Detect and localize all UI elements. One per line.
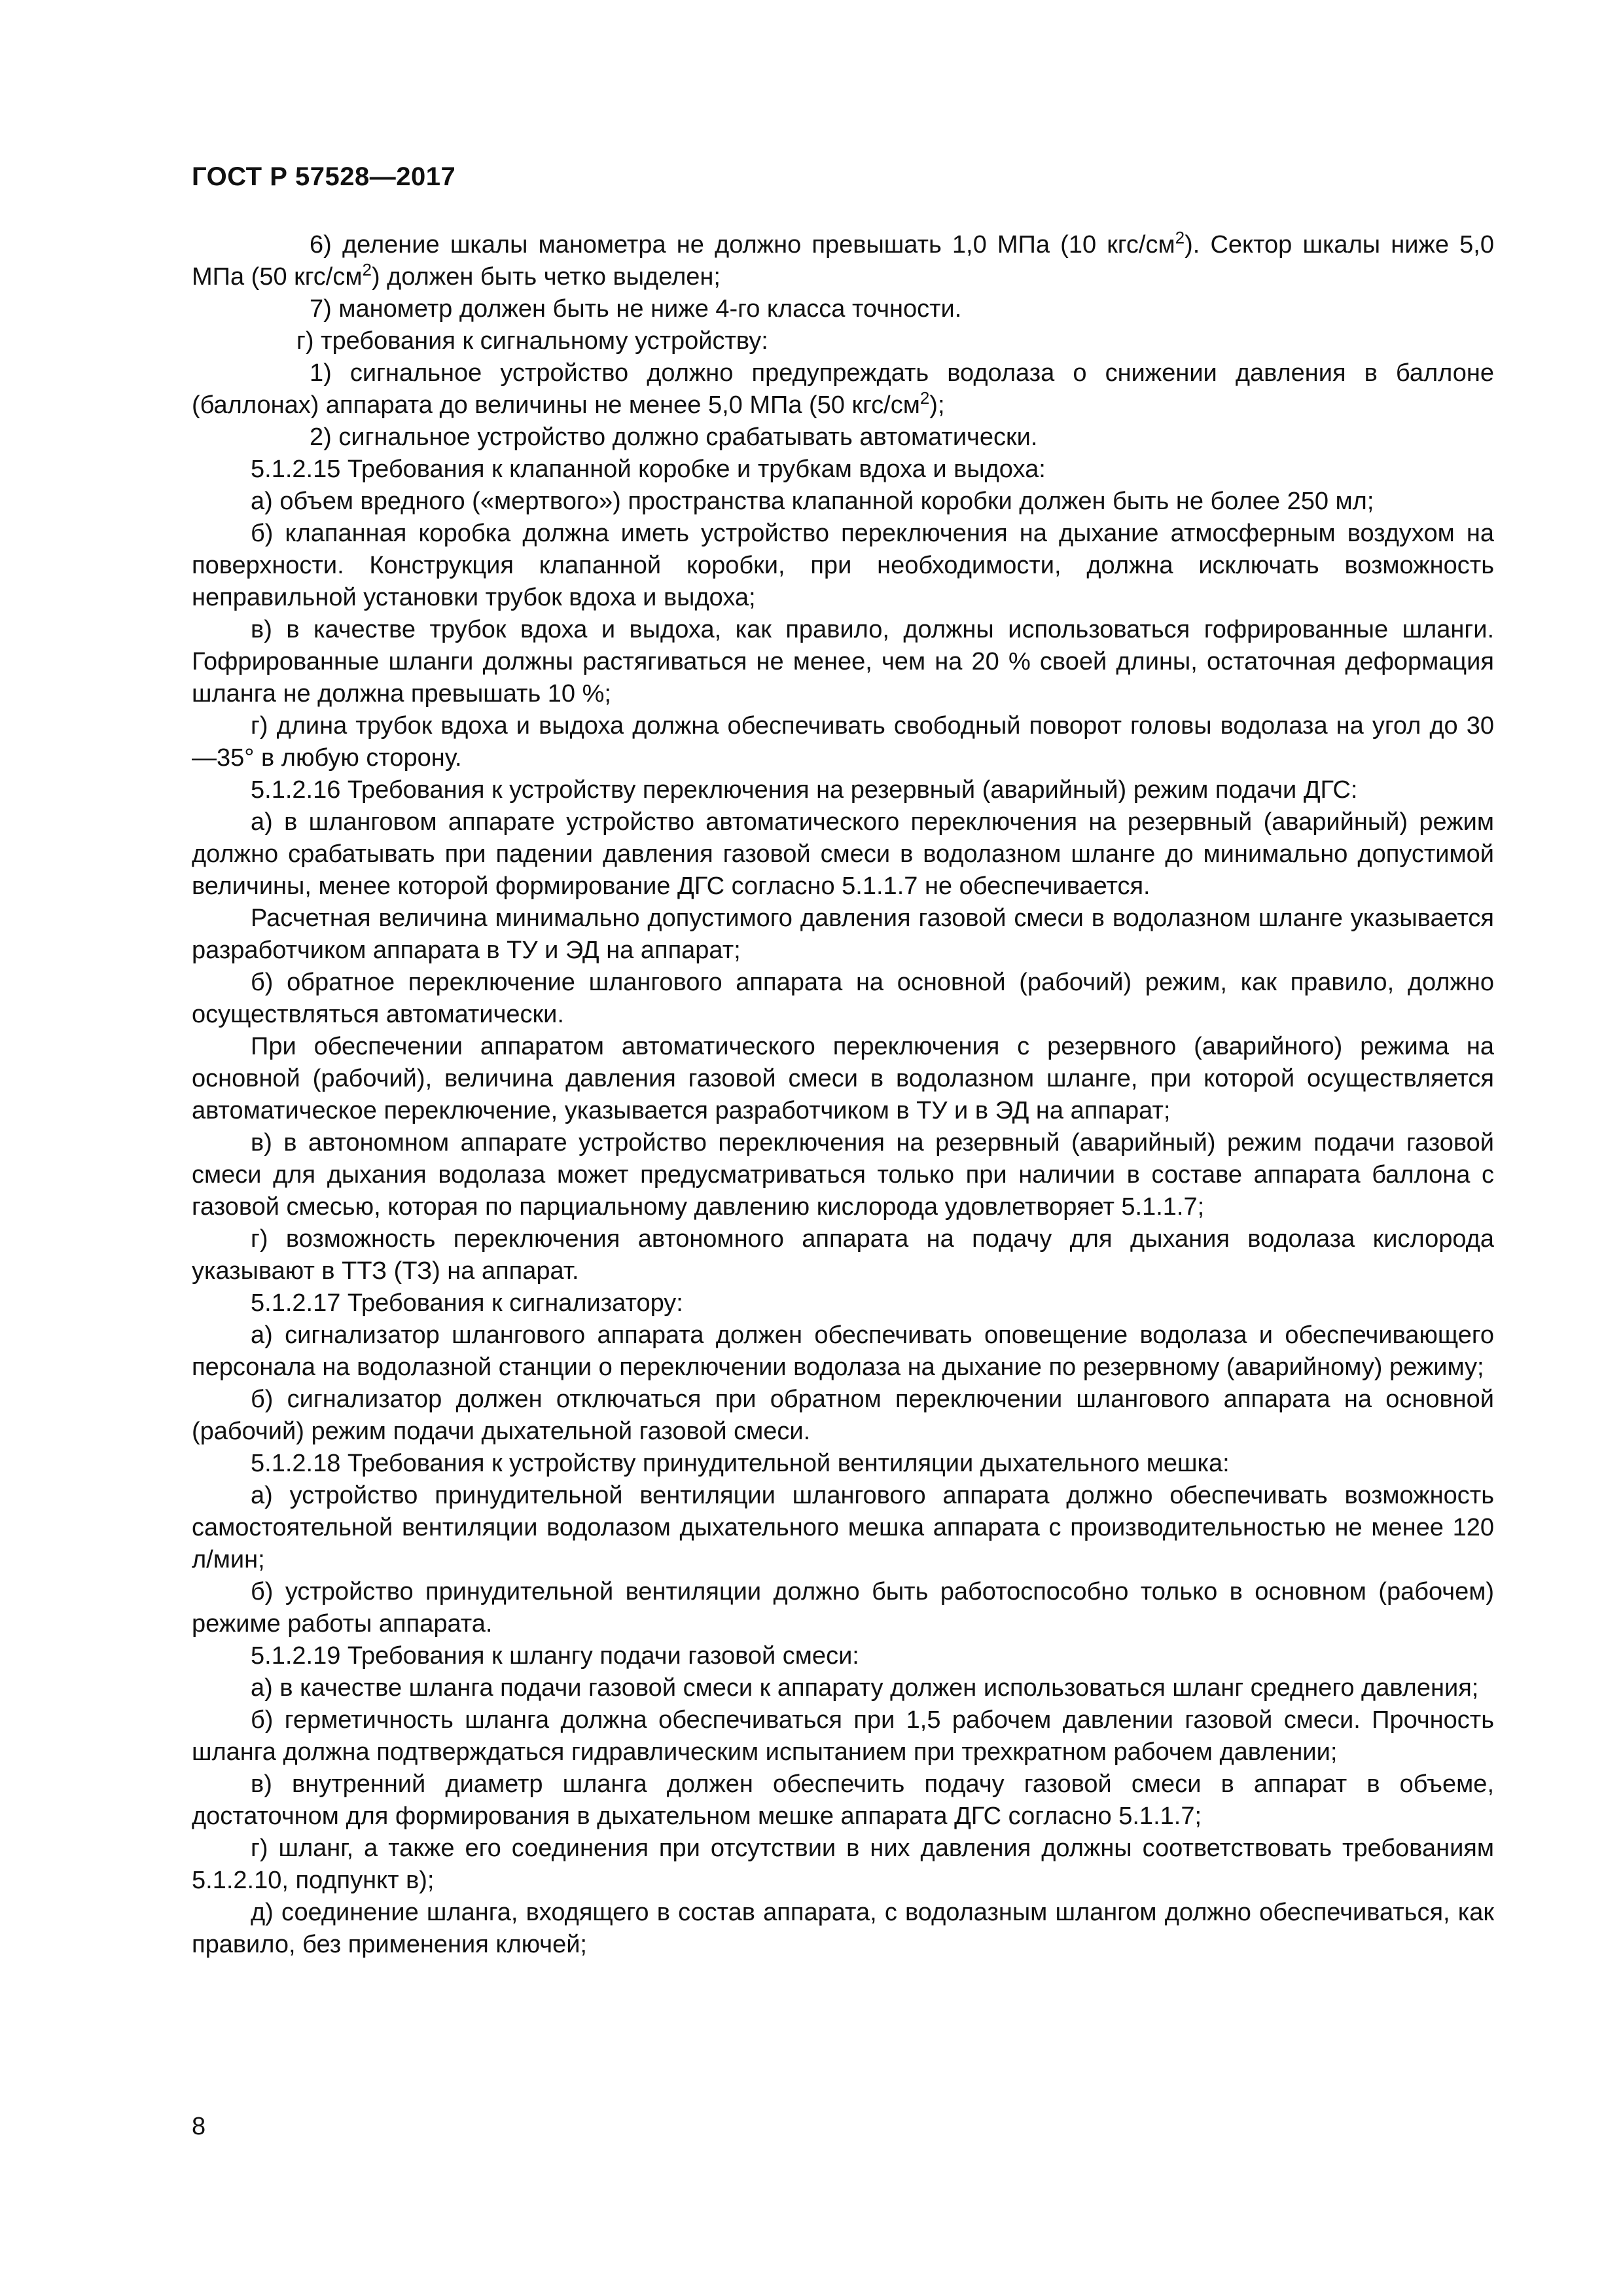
paragraph: а) сигнализатор шлангового аппарата должен обеспечивать оповещение водолаза и обеспечивающего персонала на водолазной станции о переключении водолаза на дыхание по резервному (аварийному) режиму; bbox=[192, 1321, 1494, 1381]
paragraph: При обеспечении аппаратом автоматического переключения с резервного (аварийного) режима на основной (рабочий), величина давления газовой смеси в водолазном шланге, при которой осуществляется автоматическое переключение, указывается разработчиком в ТУ и в ЭД на аппарат; bbox=[192, 1033, 1494, 1124]
paragraph: б) клапанная коробка должна иметь устройство переключения на дыхание атмосферным воздухом на поверхности. Конструкция клапанной коробки, при необходимости, должна исключать возможность неправильной установки трубок вдоха и выдоха; bbox=[192, 520, 1494, 611]
section-heading: 5.1.2.18 Требования к устройству принудительной вентиляции дыхательного мешка: bbox=[251, 1450, 1230, 1477]
paragraph: б) герметичность шланга должна обеспечиваться при 1,5 рабочем давлении газовой смеси. Прочность шланга должна подтверждаться гидравлическим испытанием при трехкратном рабочем давлении; bbox=[192, 1706, 1494, 1766]
section-heading: 5.1.2.16 Требования к устройству переключения на резервный (аварийный) режим подачи ДГС: bbox=[251, 776, 1358, 804]
paragraph: в) в автономном аппарате устройство переключения на резервный (аварийный) режим подачи газовой смеси для дыхания водолаза может предусматриваться только при наличии в составе аппарата баллона с газовой смесью, которая по парциальному давлению кислорода удовлетворяет 5.1.1.7; bbox=[192, 1129, 1494, 1221]
paragraph: г) возможность переключения автономного аппарата на подачу для дыхания водолаза кислорода указывают в ТТЗ (ТЗ) на аппарат. bbox=[192, 1225, 1494, 1285]
paragraph: а) в шланговом аппарате устройство автоматического переключения на резервный (аварийный) режим должно срабатывать при падении давления газовой смеси в водолазном шланге до минимально допустимой величины, менее которой формирование ДГС согласно 5.1.1.7 не обеспечивается. bbox=[192, 808, 1494, 900]
page-number: 8 bbox=[192, 2113, 206, 2140]
paragraph: г) требования к сигнальному устройству: bbox=[296, 327, 768, 355]
paragraph: а) в качестве шланга подачи газовой смеси к аппарату должен использоваться шланг среднего давления; bbox=[251, 1674, 1479, 1702]
paragraph: в) внутренний диаметр шланга должен обеспечить подачу газовой смеси в аппарат в объеме, достаточном для формирования в дыхательном мешке аппарата ДГС согласно 5.1.1.7; bbox=[192, 1770, 1494, 1830]
paragraph: б) обратное переключение шлангового аппарата на основной (рабочий) режим, как правило, должно осуществляться автоматически. bbox=[192, 969, 1494, 1028]
paragraph: б) сигнализатор должен отключаться при обратном переключении шлангового аппарата на основной (рабочий) режим подачи дыхательной газовой смеси. bbox=[192, 1386, 1494, 1445]
section-heading: 5.1.2.15 Требования к клапанной коробке и трубкам вдоха и выдоха: bbox=[251, 456, 1046, 483]
paragraph: 6) деление шкалы манометра не должно превышать 1,0 МПа (10 кгс/$см^2$). Сектор шкалы ниже 5,0 МПа (50 кгс/$см^2$) должен быть четко выделен; bbox=[192, 228, 1494, 291]
paragraph: д) соединение шланга, входящего в состав аппарата, с водолазным шлангом должно обеспечиваться, как правило, без применения ключей; bbox=[192, 1899, 1494, 1958]
paragraph: г) длина трубок вдоха и выдоха должна обеспечивать свободный поворот головы водолаза на угол до 30—35° в любую сторону. bbox=[192, 712, 1494, 772]
section-heading: 5.1.2.17 Требования к сигнализатору: bbox=[251, 1289, 683, 1317]
paragraph: 7) манометр должен быть не ниже 4-го класса точности. bbox=[310, 295, 962, 323]
paragraph: б) устройство принудительной вентиляции должно быть работоспособно только в основном (рабочем) режиме работы аппарата. bbox=[192, 1578, 1494, 1638]
paragraph: а) объем вредного («мертвого») пространства клапанной коробки должен быть не более 250 мл; bbox=[251, 488, 1374, 515]
paragraph: а) устройство принудительной вентиляции шлангового аппарата должно обеспечивать возможность самостоятельной вентиляции водолазом дыхательного мешка аппарата с производительностью не менее 120 л/мин; bbox=[192, 1482, 1494, 1573]
paragraph: 1) сигнальное устройство должно предупреждать водолаза о снижении давления в баллоне (баллонах) аппарата до величины не менее 5,0 МПа (50 кгс/$см^2$); bbox=[192, 359, 1494, 419]
paragraph: г) шланг, а также его соединения при отсутствии в них давления должны соответствовать требованиям 5.1.2.10, подпункт в); bbox=[192, 1835, 1494, 1894]
paragraph: 2) сигнальное устройство должно срабатывать автоматически. bbox=[310, 423, 1038, 451]
body-text bbox=[192, 229, 1494, 1961]
paragraph: Расчетная величина минимально допустимого давления газовой смеси в водолазном шланге указывается разработчиком аппарата в ТУ и ЭД на аппарат; bbox=[192, 905, 1494, 964]
section-heading: 5.1.2.19 Требования к шлангу подачи газовой смеси: bbox=[251, 1642, 859, 1670]
document-header: ГОСТ Р 57528—2017 bbox=[192, 162, 456, 191]
paragraph: в) в качестве трубок вдоха и выдоха, как правило, должны использоваться гофрированные шланги. Гофрированные шланги должны растягиваться не менее, чем на 20 % своей длины, остаточная деформация шланга не должна превышать 10 %; bbox=[192, 616, 1494, 708]
